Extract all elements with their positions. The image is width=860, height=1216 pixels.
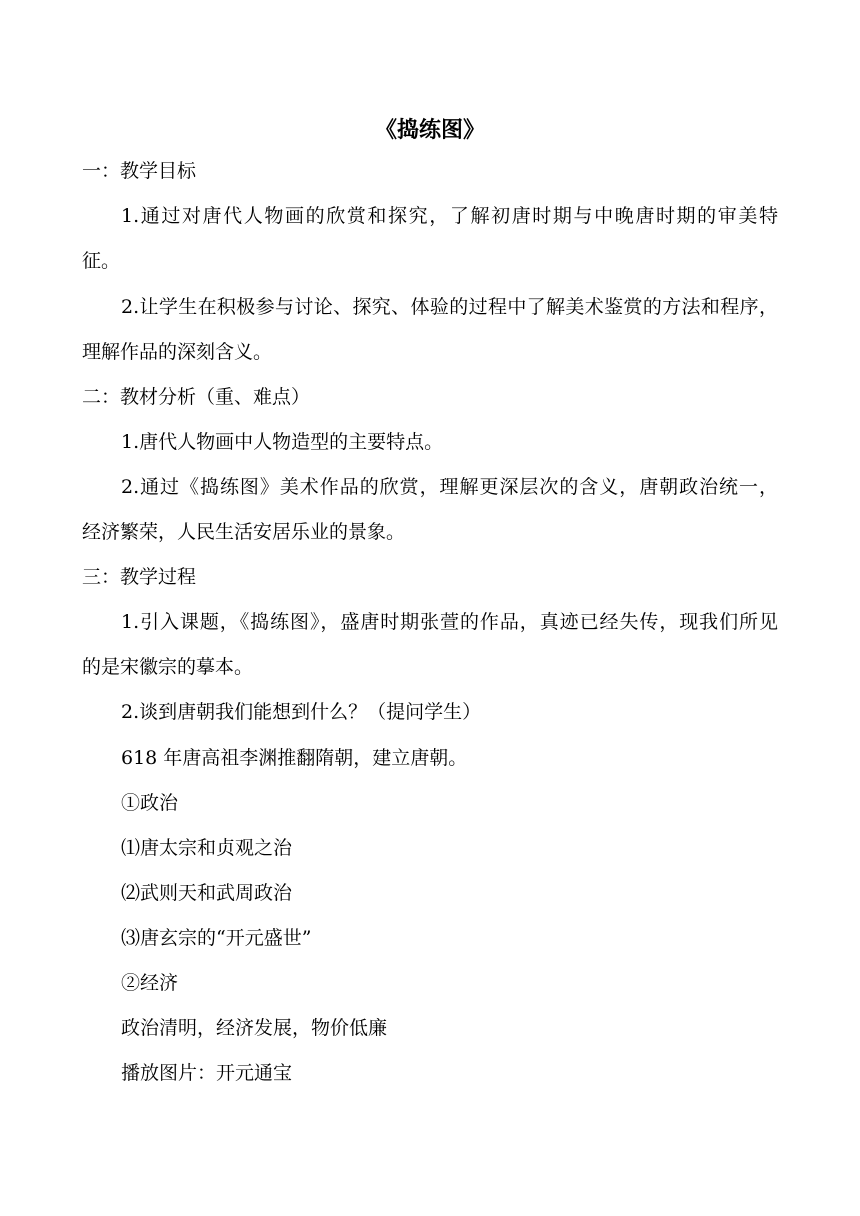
paragraph-objective-1-line-1: 1.通过对唐代人物画的欣赏和探究，了解初唐时期与中晚唐时期的审美特 [121, 205, 778, 227]
list-item-politics-2: ⑵武则天和武周政治 [121, 882, 293, 904]
paragraph-objective-1-line-2: 征。 [82, 250, 121, 272]
subheading-politics: ①政治 [121, 792, 179, 814]
list-item-politics-3: ⑶唐玄宗的“开元盛世” [121, 927, 312, 949]
list-item-politics-1: ⑴唐太宗和贞观之治 [121, 837, 293, 859]
paragraph-economy-image: 播放图片：开元通宝 [121, 1062, 293, 1084]
paragraph-analysis-2-line-1: 2.通过《捣练图》美术作品的欣赏，理解更深层次的含义，唐朝政治统一， [121, 476, 778, 498]
paragraph-process-1-line-1: 1.引入课题，《捣练图》，盛唐时期张萱的作品，真迹已经失传，现我们所见 [121, 611, 778, 633]
section-heading-process: 三：教学过程 [82, 566, 197, 588]
document-title: 《捣练图》 [374, 117, 485, 143]
paragraph-process-2: 2.谈到唐朝我们能想到什么？（提问学生） [121, 701, 482, 723]
paragraph-process-1-line-2: 的是宋徽宗的摹本。 [82, 656, 254, 678]
paragraph-economy: 政治清明，经济发展，物价低廉 [121, 1017, 388, 1039]
paragraph-process-2-intro: 618 年唐高祖李渊推翻隋朝，建立唐朝。 [121, 747, 468, 769]
section-heading-analysis: 二：教材分析（重、难点） [82, 386, 311, 408]
paragraph-objective-2-line-1: 2.让学生在积极参与讨论、探究、体验的过程中了解美术鉴赏的方法和程序， [121, 296, 778, 318]
paragraph-analysis-2-line-2: 经济繁荣，人民生活安居乐业的景象。 [82, 521, 406, 543]
section-heading-objectives: 一：教学目标 [82, 160, 197, 182]
paragraph-objective-2-line-2: 理解作品的深刻含义。 [82, 341, 273, 363]
subheading-economy: ②经济 [121, 972, 179, 994]
paragraph-analysis-1: 1.唐代人物画中人物造型的主要特点。 [121, 431, 444, 453]
